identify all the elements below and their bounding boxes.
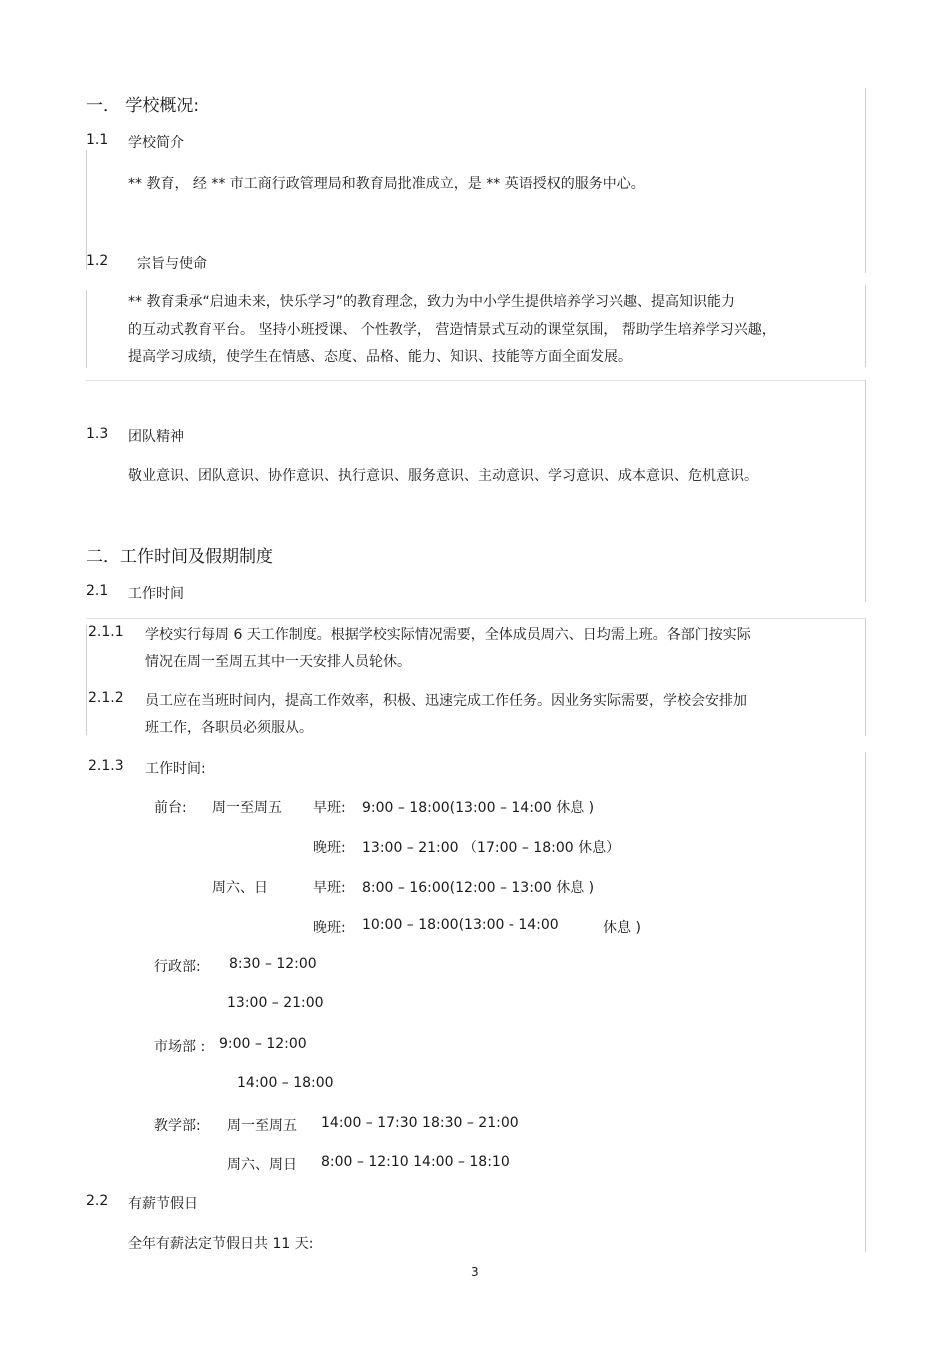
section-1-title: 一． 学校概况: <box>86 96 200 116</box>
section-2-title: 二．工作时间及假期制度 <box>86 547 273 567</box>
item-2-1-2-line: 员工应在当班时间内，提高工作效率，积极、迅速完成工作任务。因业务实际需要，学校会安排加 <box>145 693 747 709</box>
section-1-3-title: 团队精神 <box>128 429 184 445</box>
morning-shift-label: 早班: <box>313 880 346 896</box>
item-2-1-3-title: 工作时间: <box>145 761 206 777</box>
front-desk-weekday-evening: 13:00 – 21:00 （17:00 – 18:00 休息） <box>362 840 621 856</box>
section-1-1-title: 学校简介 <box>128 135 184 151</box>
front-desk-label: 前台: <box>154 800 187 816</box>
admin-hours-2: 13:00 – 21:00 <box>227 995 324 1011</box>
section-2-2-body: 全年有薪法定节假日共 11 天: <box>128 1236 314 1252</box>
frame-line <box>865 88 866 273</box>
weekday-label: 周一至周五 <box>212 800 282 816</box>
item-2-1-2-num: 2.1.2 <box>88 690 124 706</box>
frame-line <box>86 150 87 270</box>
teaching-weekend-hours: 8:00 – 12:10 14:00 – 18:10 <box>321 1154 510 1170</box>
admin-hours-1: 8:30 – 12:00 <box>229 956 317 972</box>
frame-line <box>86 618 865 619</box>
front-desk-weekend-morning: 8:00 – 16:00(12:00 – 13:00 休息 ) <box>362 880 595 896</box>
item-2-1-1-num: 2.1.1 <box>88 624 124 640</box>
section-1-3-body: 敬业意识、团队意识、协作意识、执行意识、服务意识、主动意识、学习意识、成本意识、危机意识。 <box>128 468 758 484</box>
front-desk-weekend-evening-rest: 休息 ) <box>603 920 641 936</box>
section-1-2-num: 1.2 <box>86 253 109 269</box>
front-desk-weekend-evening: 10:00 – 18:00(13:00 - 14:00 <box>362 917 559 933</box>
weekend-label: 周六、日 <box>212 880 268 896</box>
frame-line <box>865 752 866 1252</box>
morning-shift-label: 早班: <box>313 800 346 816</box>
teaching-label: 教学部: <box>154 1118 201 1134</box>
frame-line <box>865 618 866 736</box>
section-2-2-title: 有薪节假日 <box>128 1196 198 1212</box>
page-number: 3 <box>471 1265 479 1279</box>
teaching-weekday-label: 周一至周五 <box>227 1118 297 1134</box>
section-1-2-title: 宗旨与使命 <box>137 256 207 272</box>
teaching-weekday-hours: 14:00 – 17:30 18:30 – 21:00 <box>321 1115 519 1131</box>
evening-shift-label: 晚班: <box>313 840 346 856</box>
section-2-1-num: 2.1 <box>86 583 109 599</box>
section-1-2-line: ** 教育秉承“启迪未来，快乐学习”的教育理念，致力为中小学生提供培养学习兴趣、提高知识能力 <box>128 294 735 310</box>
market-label: 市场部 : <box>154 1039 206 1055</box>
frame-line <box>865 285 866 367</box>
section-1-2-line: 提高学习成绩，使学生在情感、态度、品格、能力、知识、技能等方面全面发展。 <box>128 349 632 365</box>
frame-line <box>86 625 87 735</box>
evening-shift-label: 晚班: <box>313 920 346 936</box>
section-2-2-num: 2.2 <box>86 1193 109 1209</box>
section-1-2-line: 的互动式教育平台。 坚持小班授课、 个性教学， 营造情景式互动的课堂氛围， 帮助学生培养学习兴趣， <box>128 322 776 338</box>
market-hours-2: 14:00 – 18:00 <box>237 1075 334 1091</box>
frame-line <box>86 380 865 381</box>
section-1-3-num: 1.3 <box>86 426 109 442</box>
section-1-1-num: 1.1 <box>86 132 109 148</box>
item-2-1-1-line: 学校实行每周 6 天工作制度。根据学校实际情况需要，全体成员周六、日均需上班。各部门按实际 <box>145 627 751 643</box>
market-hours-1: 9:00 – 12:00 <box>219 1036 307 1052</box>
item-2-1-1-line: 情况在周一至周五其中一天安排人员轮休。 <box>145 654 411 670</box>
frame-line <box>865 380 866 602</box>
admin-label: 行政部: <box>154 959 201 975</box>
section-1-1-body: ** 教育， 经 ** 市工商行政管理局和教育局批准成立，是 ** 英语授权的服务中心。 <box>128 176 645 192</box>
item-2-1-3-num: 2.1.3 <box>88 758 124 774</box>
front-desk-weekday-morning: 9:00 – 18:00(13:00 – 14:00 休息 ) <box>362 800 595 816</box>
section-2-1-title: 工作时间 <box>128 586 184 602</box>
teaching-weekend-label: 周六、周日 <box>227 1157 297 1173</box>
frame-line <box>86 290 87 368</box>
item-2-1-2-line: 班工作，各职员必须服从。 <box>145 720 313 736</box>
